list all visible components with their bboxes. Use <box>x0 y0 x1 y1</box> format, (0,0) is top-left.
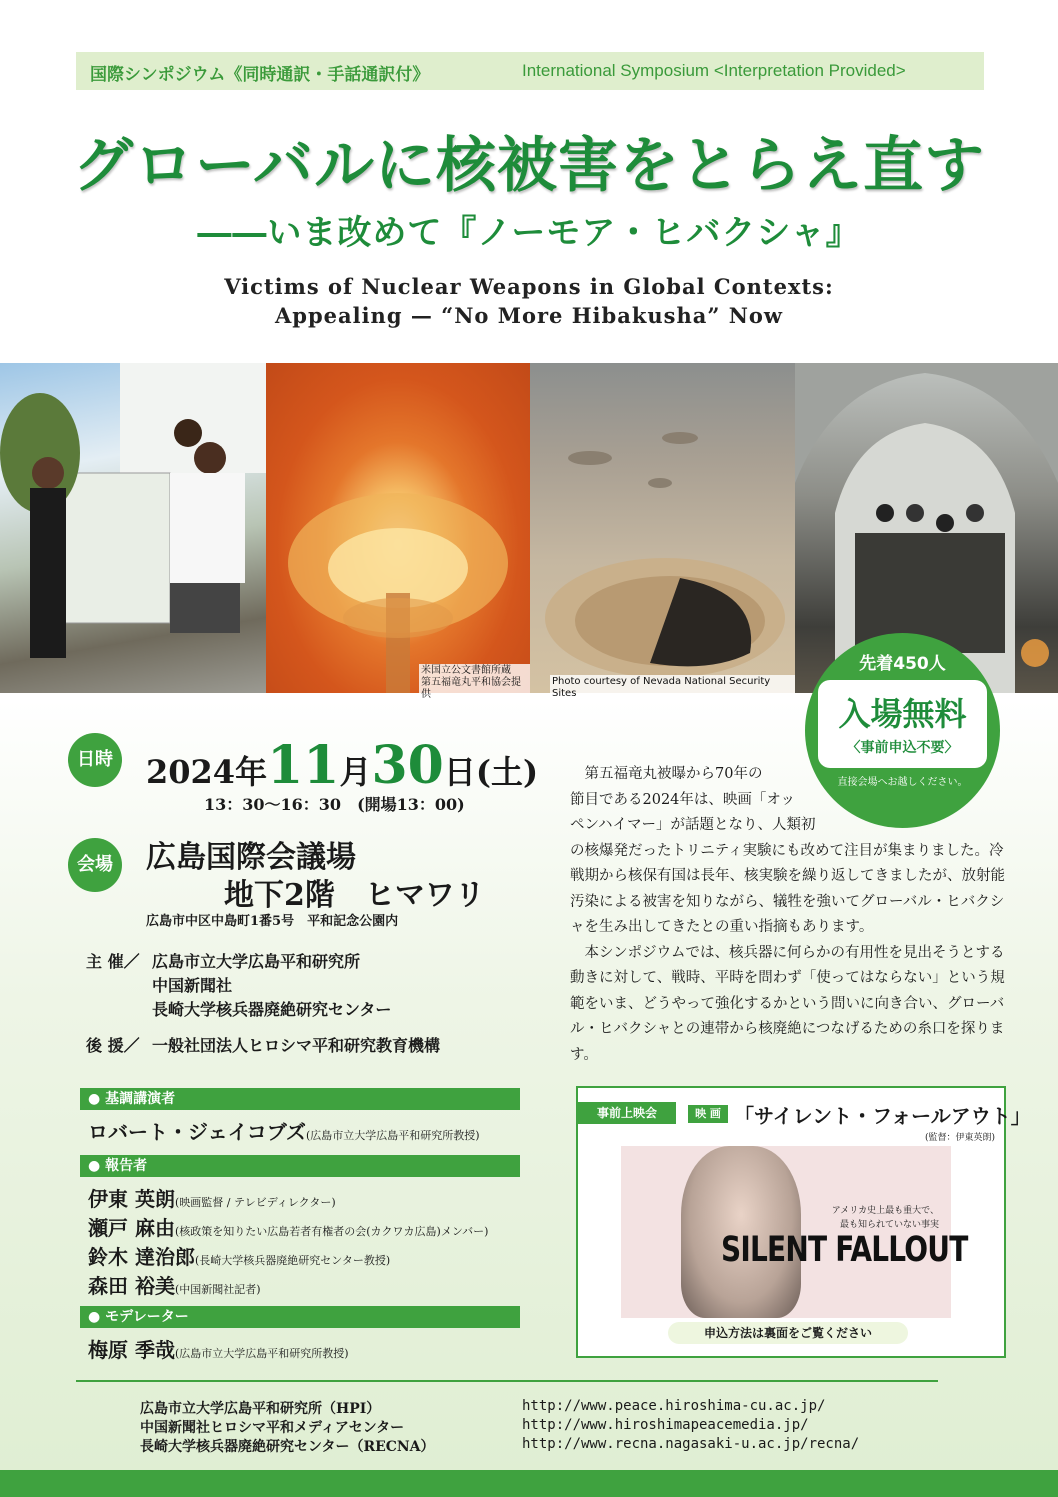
photo3-illustration <box>530 363 795 693</box>
banner-en: International Symposium <Interpretation Provided> <box>522 61 906 80</box>
body-para-1-rest: の核爆発だったトリニティ実験にも改めて注目が集まりました。冷戦期から核保有国は長年、核実験を繰り返してきましたが、放射能汚染による被害を知りながら、犠牲を強いてグローバル・ヒバクシャを生み出してきたとの重い指摘もあります。 <box>570 842 1005 935</box>
poster-catch-line1: アメリカ史上最も重大で、 <box>831 1206 939 1216</box>
photo2-illustration <box>266 363 530 693</box>
photo-nevada-crater <box>530 363 795 699</box>
venue-name: 広島国際会議場 <box>146 840 356 875</box>
banner-jp: 国際シンポジウム《同時通訳・手話通訳付》 <box>90 65 430 85</box>
footer-url[interactable]: http://www.hiroshimapeacemedia.jp/ <box>522 1417 809 1433</box>
body-para-2: 本シンポジウムでは、核兵器に何らかの有用性を見出そうとする動きに対して、戦時、平時を問わず「使ってはならない」という規範をいま、どうやって強化するかという問いに向き合い、グローバル・ヒバクシャとの連帯から核廃絶につなげるための糸口を探ります。 <box>570 944 1005 1063</box>
badge-capacity: 先着450人 <box>859 654 946 674</box>
badge-note: 直接会場へお越しください。 <box>837 777 968 788</box>
english-title-line1: Victims of Nuclear Weapons in Global Contexts: <box>224 274 834 299</box>
keynote-section-label: ● 基調講演者 <box>80 1088 520 1110</box>
keynote-speaker <box>88 1116 480 1145</box>
reporter <box>88 1212 488 1241</box>
date-month: 11 <box>267 735 340 796</box>
description-text <box>570 762 1010 1068</box>
photo2-credit <box>419 664 530 702</box>
reporters-section-label: ● 報告者 <box>80 1155 520 1177</box>
main-title: グローバルに核被害をとらえ直す <box>73 131 985 201</box>
reporter <box>88 1183 336 1212</box>
body-line-3: ペンハイマー」が話題となり、人類初 <box>570 817 816 833</box>
host-3: 長崎大学核兵器廃絶研究センター <box>152 1000 392 1019</box>
reporter-name: 伊東 英朗 <box>88 1187 175 1211</box>
film-title: 「サイレント・フォールアウト」 <box>734 1104 1031 1128</box>
badge-no-registration: 〈事前申込不要〉 <box>846 740 959 756</box>
bottom-bar <box>0 1470 1058 1497</box>
film-screening-tag: 事前上映会 <box>578 1102 676 1124</box>
reporter <box>88 1270 261 1299</box>
moderator-name: 梅原 季哉 <box>88 1338 175 1362</box>
host-2: 中国新聞社 <box>152 976 233 995</box>
film-movie-label: 映 画 <box>688 1105 728 1123</box>
support-label: 後 援／ <box>86 1036 140 1055</box>
support-org: 一般社団法人ヒロシマ平和研究教育機構 <box>152 1036 441 1055</box>
footer-url[interactable]: http://www.peace.hiroshima-cu.ac.jp/ <box>522 1398 826 1414</box>
event-date <box>146 735 538 796</box>
photo-mushroom-cloud <box>266 363 530 700</box>
film-poster <box>621 1146 968 1318</box>
reporter-name: 鈴木 達治郎 <box>88 1245 195 1269</box>
reporter <box>88 1241 390 1270</box>
venue-label: 会場 <box>68 838 122 892</box>
photo-marshall-islands-march <box>0 363 266 693</box>
poster-catchcopy <box>779 1204 939 1232</box>
body-line-2: 節目である2024年は、映画「オッ <box>570 791 795 808</box>
footer-divider <box>76 1380 938 1382</box>
keynote-name: ロバート・ジェイコブズ <box>88 1120 306 1144</box>
photo2-credit-line2: 第五福竜丸平和協会提供 <box>421 677 521 700</box>
sub-title: ――いま改めて『ノーモア・ヒバクシャ』 <box>197 213 861 253</box>
host-label: 主 催／ <box>86 952 140 971</box>
english-title-line2: Appealing — “No More Hibakusha” Now <box>274 303 784 328</box>
date-label: 日時 <box>68 733 122 787</box>
event-time: 13：30～16：30 (開場13：00) <box>204 795 465 814</box>
reporter-affiliation: (中国新聞社記者) <box>174 1283 261 1296</box>
footer-org: 中国新聞社ヒロシマ平和メディアセンター <box>140 1420 405 1436</box>
host-1: 広島市立大学広島平和研究所 <box>152 952 361 971</box>
application-note: 申込方法は裏面をご覧ください <box>668 1322 908 1344</box>
footer-org: 広島市立大学広島平和研究所（HPI） <box>140 1401 381 1417</box>
poster-catch-line2: 最も知られていない事実 <box>839 1220 939 1230</box>
top-banner <box>76 52 984 90</box>
photo2-credit-line1: 米国立公文書館所蔵 <box>421 665 511 676</box>
reporter-affiliation: (長崎大学核兵器廃絶研究センター教授) <box>194 1254 391 1267</box>
reporter-name: 森田 裕美 <box>88 1274 175 1298</box>
reporter-affiliation: (映画監督 / テレビディレクター) <box>174 1196 336 1209</box>
poster-logo: SILENT FALLOUT <box>721 1230 968 1270</box>
date-day: 30 <box>371 735 444 796</box>
date-day-unit: 日(土) <box>443 753 539 791</box>
reporter-affiliation: (核政策を知りたい広島若者有権者の会(カクワカ広島)メンバー) <box>174 1225 489 1238</box>
film-director: (監督：伊東英朗) <box>925 1133 996 1143</box>
venue-room: 地下2階 ヒマワリ <box>224 878 485 913</box>
footer-org: 長崎大学核兵器廃絶研究センター（RECNA） <box>140 1439 435 1455</box>
moderator-affiliation: (広島市立大学広島平和研究所教授) <box>174 1347 349 1360</box>
photo1-illustration <box>0 363 266 693</box>
english-title <box>0 272 1058 330</box>
date-year: 2024年 <box>146 753 268 791</box>
moderator-section-label: ● モデレーター <box>80 1306 520 1328</box>
moderator <box>88 1334 349 1363</box>
keynote-affiliation: (広島市立大学広島平和研究所教授) <box>306 1129 480 1142</box>
reporter-name: 瀬戸 麻由 <box>88 1216 175 1240</box>
body-line-1: 第五福竜丸被曝から70年の <box>584 766 763 782</box>
venue-address: 広島市中区中島町1番5号 平和記念公園内 <box>146 914 399 929</box>
footer-url[interactable]: http://www.recna.nagasaki-u.ac.jp/recna/ <box>522 1436 860 1452</box>
photo3-credit: Photo courtesy of Nevada National Security Sites <box>550 675 795 701</box>
date-month-unit: 月 <box>339 753 372 791</box>
badge-free: 入場無料 <box>838 695 967 733</box>
